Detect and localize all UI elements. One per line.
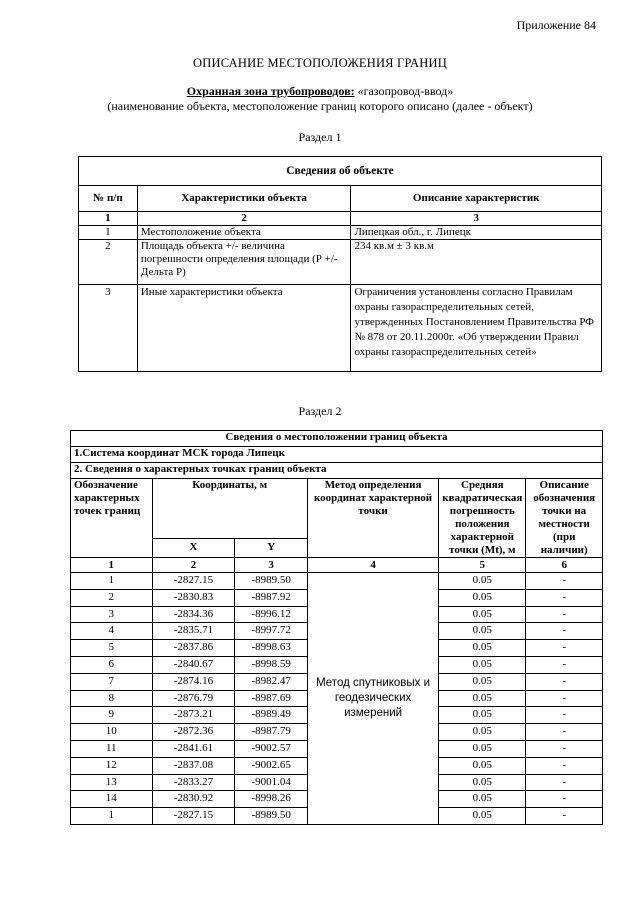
point-label: 14 — [71, 791, 153, 808]
col-header-coords: Координаты, м — [152, 479, 307, 539]
appendix-label: Приложение 84 — [516, 18, 596, 32]
point-mt: 0.05 — [439, 573, 526, 590]
point-mt: 0.05 — [439, 640, 526, 657]
point-mt: 0.05 — [439, 623, 526, 640]
col-number: 2 — [152, 558, 235, 573]
point-mt: 0.05 — [439, 707, 526, 724]
point-x: -2827.15 — [152, 808, 235, 825]
point-x: -2874.16 — [152, 673, 235, 690]
point-x: -2872.36 — [152, 724, 235, 741]
point-x: -2830.83 — [152, 589, 235, 606]
point-x: -2841.61 — [152, 740, 235, 757]
points-body — [71, 573, 603, 825]
zone-value: «газопровод-ввод» — [357, 84, 454, 98]
col-header-number: № п/п — [79, 186, 138, 212]
zone-note: (наименование объекта, местоположение границ которого описано (далее - объект) — [107, 99, 533, 113]
col-header-mse: Средняя квадратическая погрешность положения характерной точки (Mt), м — [439, 479, 526, 558]
point-y: -8987.69 — [235, 690, 307, 707]
point-mt: 0.05 — [439, 589, 526, 606]
point-y: -8989.50 — [235, 573, 307, 590]
point-y: -9002.57 — [235, 740, 307, 757]
point-y: -8989.50 — [235, 808, 307, 825]
table-row — [71, 573, 603, 590]
point-y: -8998.59 — [235, 656, 307, 673]
col-header-x: X — [152, 538, 235, 558]
zone-label: Охранная зона трубопроводов: — [186, 84, 355, 98]
method-cell: Метод спутниковых и геодезических измерений — [307, 573, 438, 825]
object-info-table — [78, 156, 602, 372]
col-header-characteristic: Характеристики объекта — [137, 186, 351, 212]
point-x: -2840.67 — [152, 656, 235, 673]
point-mt: 0.05 — [439, 757, 526, 774]
point-mt: 0.05 — [439, 673, 526, 690]
col-header-description: Описание характеристик — [351, 186, 602, 212]
point-y: -8998.63 — [235, 640, 307, 657]
point-desc: - — [526, 724, 603, 741]
point-y: -9002.65 — [235, 757, 307, 774]
point-label: 8 — [71, 690, 153, 707]
point-desc: - — [526, 623, 603, 640]
point-y: -9001.04 — [235, 774, 307, 791]
point-desc: - — [526, 656, 603, 673]
point-x: -2876.79 — [152, 690, 235, 707]
point-desc: - — [526, 640, 603, 657]
characteristic-value: Липецкая обл., г. Липецк — [351, 226, 602, 240]
point-y: -8982.47 — [235, 673, 307, 690]
characteristic-value: 234 кв.м ± 3 кв.м — [351, 240, 602, 285]
object-info-table-title: Сведения об объекте — [79, 157, 602, 186]
point-label: 12 — [71, 757, 153, 774]
characteristic-name: Иные характеристики объекта — [137, 285, 351, 372]
point-mt: 0.05 — [439, 724, 526, 741]
point-y: -8987.79 — [235, 724, 307, 741]
point-x: -2834.36 — [152, 606, 235, 623]
point-label: 1 — [71, 808, 153, 825]
point-label: 7 — [71, 673, 153, 690]
point-y: -8997.72 — [235, 623, 307, 640]
table-row — [79, 226, 602, 240]
point-label: 6 — [71, 656, 153, 673]
point-x: -2837.86 — [152, 640, 235, 657]
point-x: -2873.21 — [152, 707, 235, 724]
point-desc: - — [526, 589, 603, 606]
point-desc: - — [526, 606, 603, 623]
col-number: 5 — [439, 558, 526, 573]
point-x: -2830.92 — [152, 791, 235, 808]
col-header-method: Метод определения координат характерной точки — [307, 479, 438, 558]
point-desc: - — [526, 573, 603, 590]
point-x: -2833.27 — [152, 774, 235, 791]
point-x: -2837.08 — [152, 757, 235, 774]
point-desc: - — [526, 774, 603, 791]
col-number: 2 — [137, 212, 351, 226]
point-label: 11 — [71, 740, 153, 757]
point-label: 1 — [71, 573, 153, 590]
point-desc: - — [526, 740, 603, 757]
point-desc: - — [526, 791, 603, 808]
points-info-line: 2. Сведения о характерных точках границ объекта — [71, 463, 603, 479]
point-mt: 0.05 — [439, 774, 526, 791]
point-mt: 0.05 — [439, 791, 526, 808]
point-desc: - — [526, 690, 603, 707]
row-number: 3 — [79, 285, 138, 372]
point-x: -2827.15 — [152, 573, 235, 590]
point-label: 10 — [71, 724, 153, 741]
document-title: ОПИСАНИЕ МЕСТОПОЛОЖЕНИЯ ГРАНИЦ — [193, 56, 447, 70]
col-header-point: Обозначение характерных точек границ — [71, 479, 153, 558]
characteristic-name: Площадь объекта +/- величина погрешности определения площади (Р +/- Дельта Р) — [137, 240, 351, 285]
boundary-table-title: Сведения о местоположении границ объекта — [71, 431, 603, 447]
point-label: 13 — [71, 774, 153, 791]
row-number: 2 — [79, 240, 138, 285]
point-mt: 0.05 — [439, 606, 526, 623]
col-number: 3 — [235, 558, 307, 573]
point-label: 3 — [71, 606, 153, 623]
point-label: 4 — [71, 623, 153, 640]
point-mt: 0.05 — [439, 808, 526, 825]
table-row — [79, 240, 602, 285]
point-label: 2 — [71, 589, 153, 606]
point-mt: 0.05 — [439, 740, 526, 757]
table-row — [79, 285, 602, 372]
coordinate-system-line: 1.Система координат МСК города Липецк — [71, 447, 603, 463]
point-desc: - — [526, 808, 603, 825]
point-label: 9 — [71, 707, 153, 724]
point-y: -8989.49 — [235, 707, 307, 724]
section2-title: Раздел 2 — [298, 404, 342, 418]
point-y: -8998.26 — [235, 791, 307, 808]
col-header-desc: Описание обозначения точки на местности (при наличии) — [526, 479, 603, 558]
col-number: 6 — [526, 558, 603, 573]
point-label: 5 — [71, 640, 153, 657]
point-y: -8987.92 — [235, 589, 307, 606]
col-number: 1 — [71, 558, 153, 573]
point-desc: - — [526, 757, 603, 774]
point-mt: 0.05 — [439, 656, 526, 673]
point-y: -8996.12 — [235, 606, 307, 623]
characteristic-value: Ограничения установлены согласно Правилам охраны газораспределительных сетей, утвержденных Постановлением Правительства РФ № 878 от 20.11.2000г. «Об утверждении Правил охраны газораспределительных сетей» — [351, 285, 602, 372]
zone-line — [0, 84, 640, 99]
characteristic-name: Местоположение объекта — [137, 226, 351, 240]
col-number: 1 — [79, 212, 138, 226]
point-desc: - — [526, 673, 603, 690]
col-number: 4 — [307, 558, 438, 573]
point-x: -2835.71 — [152, 623, 235, 640]
col-number: 3 — [351, 212, 602, 226]
col-header-y: Y — [235, 538, 307, 558]
section1-title: Раздел 1 — [298, 130, 342, 144]
point-mt: 0.05 — [439, 690, 526, 707]
point-desc: - — [526, 707, 603, 724]
row-number: 1 — [79, 226, 138, 240]
boundary-points-table — [70, 430, 603, 825]
